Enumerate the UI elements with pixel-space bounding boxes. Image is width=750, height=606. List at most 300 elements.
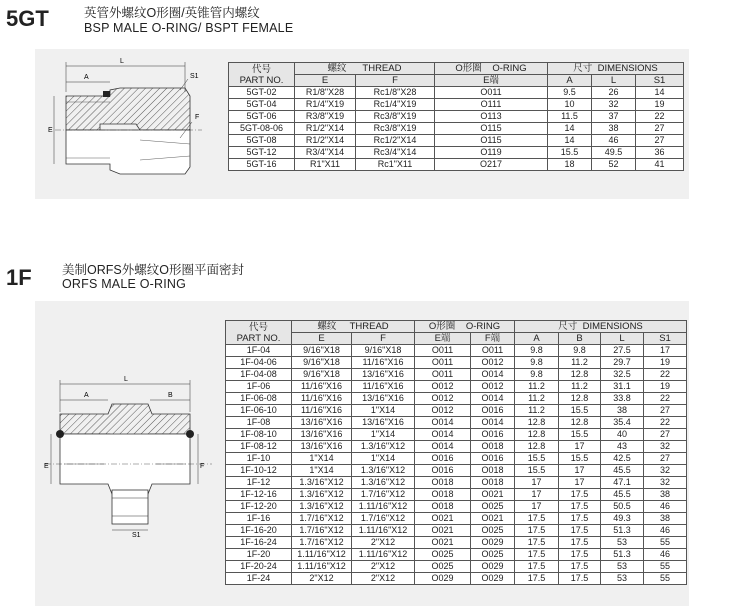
table-cell: 15.5 xyxy=(559,405,601,417)
table-cell: 15.5 xyxy=(559,429,601,441)
table-cell: 49.5 xyxy=(592,147,636,159)
table-cell: 17 xyxy=(515,477,559,489)
table-cell: 55 xyxy=(644,573,687,585)
table-cell: O012 xyxy=(415,393,471,405)
table-cell: 27 xyxy=(644,429,687,441)
table-cell: 13/16"X16 xyxy=(352,417,415,429)
table-cell: 11.2 xyxy=(559,381,601,393)
table-cell: O021 xyxy=(415,537,471,549)
table-row xyxy=(226,573,687,585)
part-number-cell: 1F-06-10 xyxy=(226,405,292,417)
table-cell: O018 xyxy=(415,477,471,489)
part-number-cell: 1F-24 xyxy=(226,573,292,585)
table-row xyxy=(226,393,687,405)
table-cell: 53 xyxy=(601,537,644,549)
thread-header: 螺纹 THREAD xyxy=(292,321,415,333)
table-cell: 15.5 xyxy=(559,453,601,465)
table-cell: Rc1/8"X28 xyxy=(356,87,435,99)
o-ring-icon xyxy=(186,430,194,438)
table-cell: 38 xyxy=(644,513,687,525)
table-cell: O115 xyxy=(435,123,548,135)
table-cell: Rc3/8"X19 xyxy=(356,123,435,135)
table-cell: 51.3 xyxy=(601,549,644,561)
spec-table-1f xyxy=(225,320,687,585)
table-cell: 17 xyxy=(515,489,559,501)
table-row xyxy=(226,549,687,561)
table-cell: 17.5 xyxy=(515,525,559,537)
table-cell: 17.5 xyxy=(515,537,559,549)
table-cell: 45.5 xyxy=(601,489,644,501)
rows-5gt xyxy=(229,87,684,171)
table-row xyxy=(229,99,684,111)
table-cell: 12.8 xyxy=(515,417,559,429)
table-cell: 36 xyxy=(636,147,684,159)
table-cell: 17 xyxy=(559,477,601,489)
table-cell: 17.5 xyxy=(559,561,601,573)
table-cell: O113 xyxy=(435,111,548,123)
table-cell: O119 xyxy=(435,147,548,159)
table-cell: O011 xyxy=(415,345,471,357)
table-cell: O025 xyxy=(471,501,515,513)
dim-label-s1: S1 xyxy=(190,73,199,80)
table-cell: 1.3/16"X12 xyxy=(292,501,352,513)
table-cell: 1.11/16"X12 xyxy=(292,549,352,561)
table-cell: Rc1/2"X14 xyxy=(356,135,435,147)
part-number-cell: 1F-04 xyxy=(226,345,292,357)
table-cell: 17.5 xyxy=(559,501,601,513)
table-cell: 46 xyxy=(592,135,636,147)
table-cell: O021 xyxy=(471,489,515,501)
table-cell: 27 xyxy=(636,135,684,147)
table-cell: O029 xyxy=(471,561,515,573)
part-number-cell: 5GT-04 xyxy=(229,99,295,111)
table-cell: 13/16"X16 xyxy=(352,393,415,405)
table-cell: R1/8"X28 xyxy=(295,87,356,99)
table-cell: 9.8 xyxy=(559,345,601,357)
dim-label-e: E xyxy=(48,127,53,134)
part-number-cell: 5GT-06 xyxy=(229,111,295,123)
part-number-cell: 1F-08-10 xyxy=(226,429,292,441)
table-cell: 1.11/16"X12 xyxy=(352,549,415,561)
table-cell: 17.5 xyxy=(515,561,559,573)
oring-header: O形圈 O-RING xyxy=(435,63,548,75)
table-cell: 12.8 xyxy=(515,441,559,453)
table-cell: 17.5 xyxy=(559,549,601,561)
table-cell: Rc3/8"X19 xyxy=(356,111,435,123)
table-cell: 9/16"X18 xyxy=(292,345,352,357)
table-cell: Rc1"X11 xyxy=(356,159,435,171)
dim-label-l: L xyxy=(124,376,128,383)
table-row xyxy=(226,405,687,417)
table-cell: O025 xyxy=(471,549,515,561)
table-cell: 38 xyxy=(644,489,687,501)
table-row xyxy=(229,123,684,135)
dim-label-s1: S1 xyxy=(132,532,141,539)
table-cell: 55 xyxy=(644,537,687,549)
table-cell: O025 xyxy=(471,525,515,537)
table-cell: 13/16"X16 xyxy=(352,369,415,381)
table-cell: O018 xyxy=(415,501,471,513)
part-number-cell: 1F-08 xyxy=(226,417,292,429)
table-cell: 17.5 xyxy=(515,549,559,561)
table-row xyxy=(226,465,687,477)
table-cell: R1"X11 xyxy=(295,159,356,171)
table-cell: O018 xyxy=(471,441,515,453)
table-cell: Rc3/4"X14 xyxy=(356,147,435,159)
col-header: L xyxy=(601,333,644,345)
part-number-cell: 1F-08-12 xyxy=(226,441,292,453)
table-cell: O016 xyxy=(471,405,515,417)
table-cell: O217 xyxy=(435,159,548,171)
table-cell: 47.1 xyxy=(601,477,644,489)
table-cell: O018 xyxy=(471,465,515,477)
dimensions-header: 尺寸 DIMENSIONS xyxy=(548,63,684,75)
table-cell: O018 xyxy=(415,489,471,501)
table-cell: 17 xyxy=(559,441,601,453)
table-cell: 10 xyxy=(548,99,592,111)
table-cell: 38 xyxy=(601,405,644,417)
part-number-cell: 5GT-02 xyxy=(229,87,295,99)
col-header: F xyxy=(356,75,435,87)
table-cell: 9.5 xyxy=(548,87,592,99)
col-header: A xyxy=(515,333,559,345)
table-cell: O016 xyxy=(415,453,471,465)
table-cell: 11.2 xyxy=(515,393,559,405)
table-cell: O029 xyxy=(471,573,515,585)
table-cell: 17 xyxy=(644,345,687,357)
table-cell: 26 xyxy=(592,87,636,99)
table-cell: 55 xyxy=(644,561,687,573)
table-cell: 22 xyxy=(644,369,687,381)
table-cell: R1/2"X14 xyxy=(295,123,356,135)
table-cell: 15.5 xyxy=(548,147,592,159)
table-cell: 50.5 xyxy=(601,501,644,513)
table-cell: 22 xyxy=(644,417,687,429)
table-cell: 1.3/16"X12 xyxy=(352,465,415,477)
table-cell: 17.5 xyxy=(559,525,601,537)
table-cell: 1"X14 xyxy=(292,465,352,477)
table-cell: 32 xyxy=(592,99,636,111)
table-cell: 11.5 xyxy=(548,111,592,123)
part-number-cell: 1F-20-24 xyxy=(226,561,292,573)
table-row xyxy=(229,87,684,99)
col-header: L xyxy=(592,75,636,87)
table-cell: 17.5 xyxy=(515,513,559,525)
part-number-cell: 5GT-08-06 xyxy=(229,123,295,135)
table-cell: 19 xyxy=(636,99,684,111)
table-row xyxy=(226,537,687,549)
table-cell: 1"X14 xyxy=(352,429,415,441)
col-header: B xyxy=(559,333,601,345)
table-cell: 51.3 xyxy=(601,525,644,537)
table-cell: 22 xyxy=(644,393,687,405)
table-cell: 13/16"X16 xyxy=(292,417,352,429)
table-cell: 43 xyxy=(601,441,644,453)
table-cell: O025 xyxy=(415,549,471,561)
section-title-cn: 英管外螺纹O形圈/英锥管内螺纹 xyxy=(84,6,260,20)
table-cell: O014 xyxy=(415,429,471,441)
table-cell: 18 xyxy=(548,159,592,171)
col-header: A xyxy=(548,75,592,87)
o-ring-icon xyxy=(56,430,64,438)
table-cell: 11/16"X16 xyxy=(292,393,352,405)
table-cell: O011 xyxy=(415,369,471,381)
o-ring-icon xyxy=(103,91,110,97)
part-number-cell: 1F-04-06 xyxy=(226,357,292,369)
table-cell: 15.5 xyxy=(515,465,559,477)
table-cell: 2"X12 xyxy=(352,573,415,585)
table-cell: 12.8 xyxy=(559,417,601,429)
table-cell: 11.2 xyxy=(559,357,601,369)
table-row xyxy=(226,489,687,501)
table-cell: R1/2"X14 xyxy=(295,135,356,147)
fitting-drawing-5gt xyxy=(40,52,215,197)
table-cell: 17 xyxy=(559,465,601,477)
part-number-cell: 1F-16 xyxy=(226,513,292,525)
part-number-cell: 1F-12-20 xyxy=(226,501,292,513)
part-number-cell: 1F-16-24 xyxy=(226,537,292,549)
table-row xyxy=(229,135,684,147)
table-cell: 27 xyxy=(644,453,687,465)
table-cell: 17.5 xyxy=(559,489,601,501)
table-row xyxy=(226,369,687,381)
table-cell: 1.11/16"X12 xyxy=(352,501,415,513)
section-title-en: ORFS MALE O-RING xyxy=(62,277,187,291)
part-number-cell: 5GT-16 xyxy=(229,159,295,171)
table-cell: 17.5 xyxy=(515,573,559,585)
col-header: E端 xyxy=(435,75,548,87)
table-cell: 1.7/16"X12 xyxy=(352,513,415,525)
table-cell: O029 xyxy=(471,537,515,549)
table-cell: 11/16"X16 xyxy=(292,405,352,417)
table-cell: 40 xyxy=(601,429,644,441)
part-number-cell: 1F-10 xyxy=(226,453,292,465)
table-cell: 12.8 xyxy=(559,393,601,405)
table-row xyxy=(226,381,687,393)
table-cell: 17 xyxy=(515,501,559,513)
table-cell: 1.3/16"X12 xyxy=(292,477,352,489)
table-cell: 17.5 xyxy=(559,513,601,525)
dim-label-b: B xyxy=(168,392,173,399)
col-header: E端 xyxy=(415,333,471,345)
table-cell: 1.7/16"X12 xyxy=(352,489,415,501)
table-cell: 11/16"X16 xyxy=(352,381,415,393)
part-number-cell: 1F-10-12 xyxy=(226,465,292,477)
table-cell: Rc1/4"X19 xyxy=(356,99,435,111)
dim-label-e: E xyxy=(44,463,49,470)
table-cell: 19 xyxy=(644,381,687,393)
table-cell: O021 xyxy=(471,513,515,525)
table-cell: O021 xyxy=(415,525,471,537)
col-header: S1 xyxy=(636,75,684,87)
fitting-drawing-1f xyxy=(40,372,220,547)
table-cell: 32 xyxy=(644,441,687,453)
table-row xyxy=(226,477,687,489)
part-number-cell: 1F-04-08 xyxy=(226,369,292,381)
table-cell: O014 xyxy=(415,441,471,453)
table-cell: 17.5 xyxy=(559,573,601,585)
dim-label-a: A xyxy=(84,392,89,399)
table-cell: R3/4"X14 xyxy=(295,147,356,159)
table-cell: O018 xyxy=(471,477,515,489)
table-cell: 49.3 xyxy=(601,513,644,525)
table-cell: 32.5 xyxy=(601,369,644,381)
table-cell: 27.5 xyxy=(601,345,644,357)
table-cell: 37 xyxy=(592,111,636,123)
table-cell: 1.7/16"X12 xyxy=(292,537,352,549)
table-cell: 46 xyxy=(644,525,687,537)
table-cell: R3/8"X19 xyxy=(295,111,356,123)
table-cell: R1/4"X19 xyxy=(295,99,356,111)
table-row xyxy=(226,513,687,525)
table-cell: O016 xyxy=(415,465,471,477)
dim-label-l: L xyxy=(120,58,124,65)
table-cell: 1"X14 xyxy=(292,453,352,465)
part-number-cell: 1F-06-08 xyxy=(226,393,292,405)
table-cell: O014 xyxy=(415,417,471,429)
col-header: F xyxy=(352,333,415,345)
table-row xyxy=(229,159,684,171)
col-header: S1 xyxy=(644,333,687,345)
table-cell: O012 xyxy=(415,405,471,417)
table-cell: 13/16"X16 xyxy=(292,429,352,441)
table-cell: O014 xyxy=(471,393,515,405)
section-title-cn: 美制ORFS外螺纹O形圈平面密封 xyxy=(62,263,244,277)
table-row xyxy=(226,417,687,429)
table-cell: 9.8 xyxy=(515,357,559,369)
table-row xyxy=(226,357,687,369)
part-number-cell: 5GT-08 xyxy=(229,135,295,147)
table-cell: 38 xyxy=(592,123,636,135)
table-cell: 32 xyxy=(644,465,687,477)
table-cell: 32 xyxy=(644,477,687,489)
table-cell: 11.2 xyxy=(515,381,559,393)
section-code: 5GT xyxy=(6,6,49,31)
table-cell: 1"X14 xyxy=(352,405,415,417)
part-number-cell: 5GT-12 xyxy=(229,147,295,159)
table-cell: O014 xyxy=(471,417,515,429)
table-cell: 2"X12 xyxy=(352,561,415,573)
table-cell: 35.4 xyxy=(601,417,644,429)
table-cell: 2"X12 xyxy=(292,573,352,585)
table-cell: 22 xyxy=(636,111,684,123)
table-cell: 14 xyxy=(548,135,592,147)
table-cell: O029 xyxy=(415,573,471,585)
table-row xyxy=(226,525,687,537)
table-cell: O012 xyxy=(471,357,515,369)
table-cell: 13/16"X16 xyxy=(292,441,352,453)
table-cell: 1.7/16"X12 xyxy=(292,513,352,525)
dim-label-a: A xyxy=(84,74,89,81)
table-cell: O011 xyxy=(415,357,471,369)
thread-header: 螺纹 THREAD xyxy=(295,63,435,75)
table-cell: 1"X14 xyxy=(352,453,415,465)
table-cell: O111 xyxy=(435,99,548,111)
part-number-cell: 1F-16-20 xyxy=(226,525,292,537)
part-number-cell: 1F-12 xyxy=(226,477,292,489)
oring-header: O形圈 O-RING xyxy=(415,321,515,333)
table-cell: O014 xyxy=(471,369,515,381)
table-row xyxy=(226,453,687,465)
table-cell: 33.8 xyxy=(601,393,644,405)
table-cell: O021 xyxy=(415,513,471,525)
table-cell: O011 xyxy=(471,345,515,357)
table-cell: 27 xyxy=(644,405,687,417)
table-row xyxy=(226,561,687,573)
table-cell: 41 xyxy=(636,159,684,171)
table-row xyxy=(226,441,687,453)
table-cell: 29.7 xyxy=(601,357,644,369)
rows-1f xyxy=(226,345,687,585)
part-number-cell: 1F-20 xyxy=(226,549,292,561)
table-cell: O012 xyxy=(415,381,471,393)
table-cell: 53 xyxy=(601,561,644,573)
table-cell: 27 xyxy=(636,123,684,135)
table-cell: 9/16"X18 xyxy=(352,345,415,357)
table-row xyxy=(226,345,687,357)
table-row xyxy=(226,501,687,513)
table-cell: 12.8 xyxy=(515,429,559,441)
table-cell: 11/16"X16 xyxy=(292,381,352,393)
spec-table-5gt xyxy=(228,62,684,171)
table-cell: O025 xyxy=(415,561,471,573)
table-cell: 46 xyxy=(644,549,687,561)
table-cell: 42.5 xyxy=(601,453,644,465)
section-code: 1F xyxy=(6,265,32,290)
table-cell: 1.11/16"X12 xyxy=(292,561,352,573)
col-header: F端 xyxy=(471,333,515,345)
partno-header: 代号 PART NO. xyxy=(229,63,295,87)
part-number-cell: 1F-12-16 xyxy=(226,489,292,501)
section-title-en: BSP MALE O-RING/ BSPT FEMALE xyxy=(84,21,294,35)
table-cell: 52 xyxy=(592,159,636,171)
dim-label-f: F xyxy=(200,463,205,470)
table-cell: 11/16"X16 xyxy=(352,357,415,369)
table-cell: 45.5 xyxy=(601,465,644,477)
table-row xyxy=(226,429,687,441)
table-cell: 9.8 xyxy=(515,369,559,381)
table-cell: 17.5 xyxy=(559,537,601,549)
table-cell: 14 xyxy=(636,87,684,99)
table-cell: O012 xyxy=(471,381,515,393)
table-cell: 1.7/16"X12 xyxy=(292,525,352,537)
table-cell: 1.3/16"X12 xyxy=(352,477,415,489)
col-header: E xyxy=(292,333,352,345)
part-number-cell: 1F-06 xyxy=(226,381,292,393)
table-cell: 19 xyxy=(644,357,687,369)
dimensions-header: 尺寸 DIMENSIONS xyxy=(515,321,687,333)
table-cell: 15.5 xyxy=(515,453,559,465)
table-cell: O016 xyxy=(471,429,515,441)
table-cell: 1.11/16"X12 xyxy=(352,525,415,537)
table-cell: 9.8 xyxy=(515,345,559,357)
table-cell: O016 xyxy=(471,453,515,465)
table-cell: 2"X12 xyxy=(352,537,415,549)
table-cell: 9/16"X18 xyxy=(292,369,352,381)
table-cell: 31.1 xyxy=(601,381,644,393)
table-row xyxy=(229,147,684,159)
table-cell: 1.3/16"X12 xyxy=(292,489,352,501)
table-cell: 9/16"X18 xyxy=(292,357,352,369)
table-cell: 14 xyxy=(548,123,592,135)
table-cell: 11.2 xyxy=(515,405,559,417)
table-row xyxy=(229,111,684,123)
table-cell: O011 xyxy=(435,87,548,99)
col-header: E xyxy=(295,75,356,87)
table-cell: 1.3/16"X12 xyxy=(352,441,415,453)
partno-header: 代号 PART NO. xyxy=(226,321,292,345)
table-cell: 46 xyxy=(644,501,687,513)
